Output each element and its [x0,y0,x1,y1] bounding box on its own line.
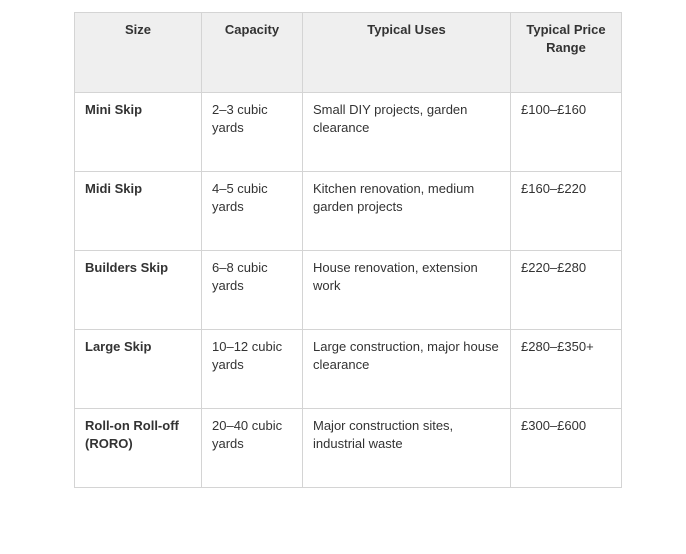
skip-sizes-table [74,12,622,488]
table-header [75,13,622,93]
price-cell: £300–£600 [511,409,622,488]
header-typical-price-range: Typical Price Range [511,13,622,93]
table-body [75,93,622,488]
uses-cell: Major construction sites, industrial waste [303,409,511,488]
table-row [75,251,622,330]
size-cell: Roll-on Roll-off (RORO) [75,409,202,488]
price-cell: £160–£220 [511,172,622,251]
uses-cell: House renovation, extension work [303,251,511,330]
size-cell: Midi Skip [75,172,202,251]
header-size: Size [75,13,202,93]
uses-cell: Small DIY projects, garden clearance [303,93,511,172]
table-row [75,172,622,251]
header-row [75,13,622,93]
table-row [75,93,622,172]
header-capacity: Capacity [202,13,303,93]
header-typical-uses: Typical Uses [303,13,511,93]
uses-cell: Kitchen renovation, medium garden projects [303,172,511,251]
price-cell: £100–£160 [511,93,622,172]
size-cell: Mini Skip [75,93,202,172]
table-row [75,330,622,409]
uses-cell: Large construction, major house clearance [303,330,511,409]
capacity-cell: 10–12 cubic yards [202,330,303,409]
capacity-cell: 2–3 cubic yards [202,93,303,172]
capacity-cell: 20–40 cubic yards [202,409,303,488]
capacity-cell: 6–8 cubic yards [202,251,303,330]
price-cell: £220–£280 [511,251,622,330]
price-cell: £280–£350+ [511,330,622,409]
table-row [75,409,622,488]
size-cell: Large Skip [75,330,202,409]
size-cell: Builders Skip [75,251,202,330]
capacity-cell: 4–5 cubic yards [202,172,303,251]
